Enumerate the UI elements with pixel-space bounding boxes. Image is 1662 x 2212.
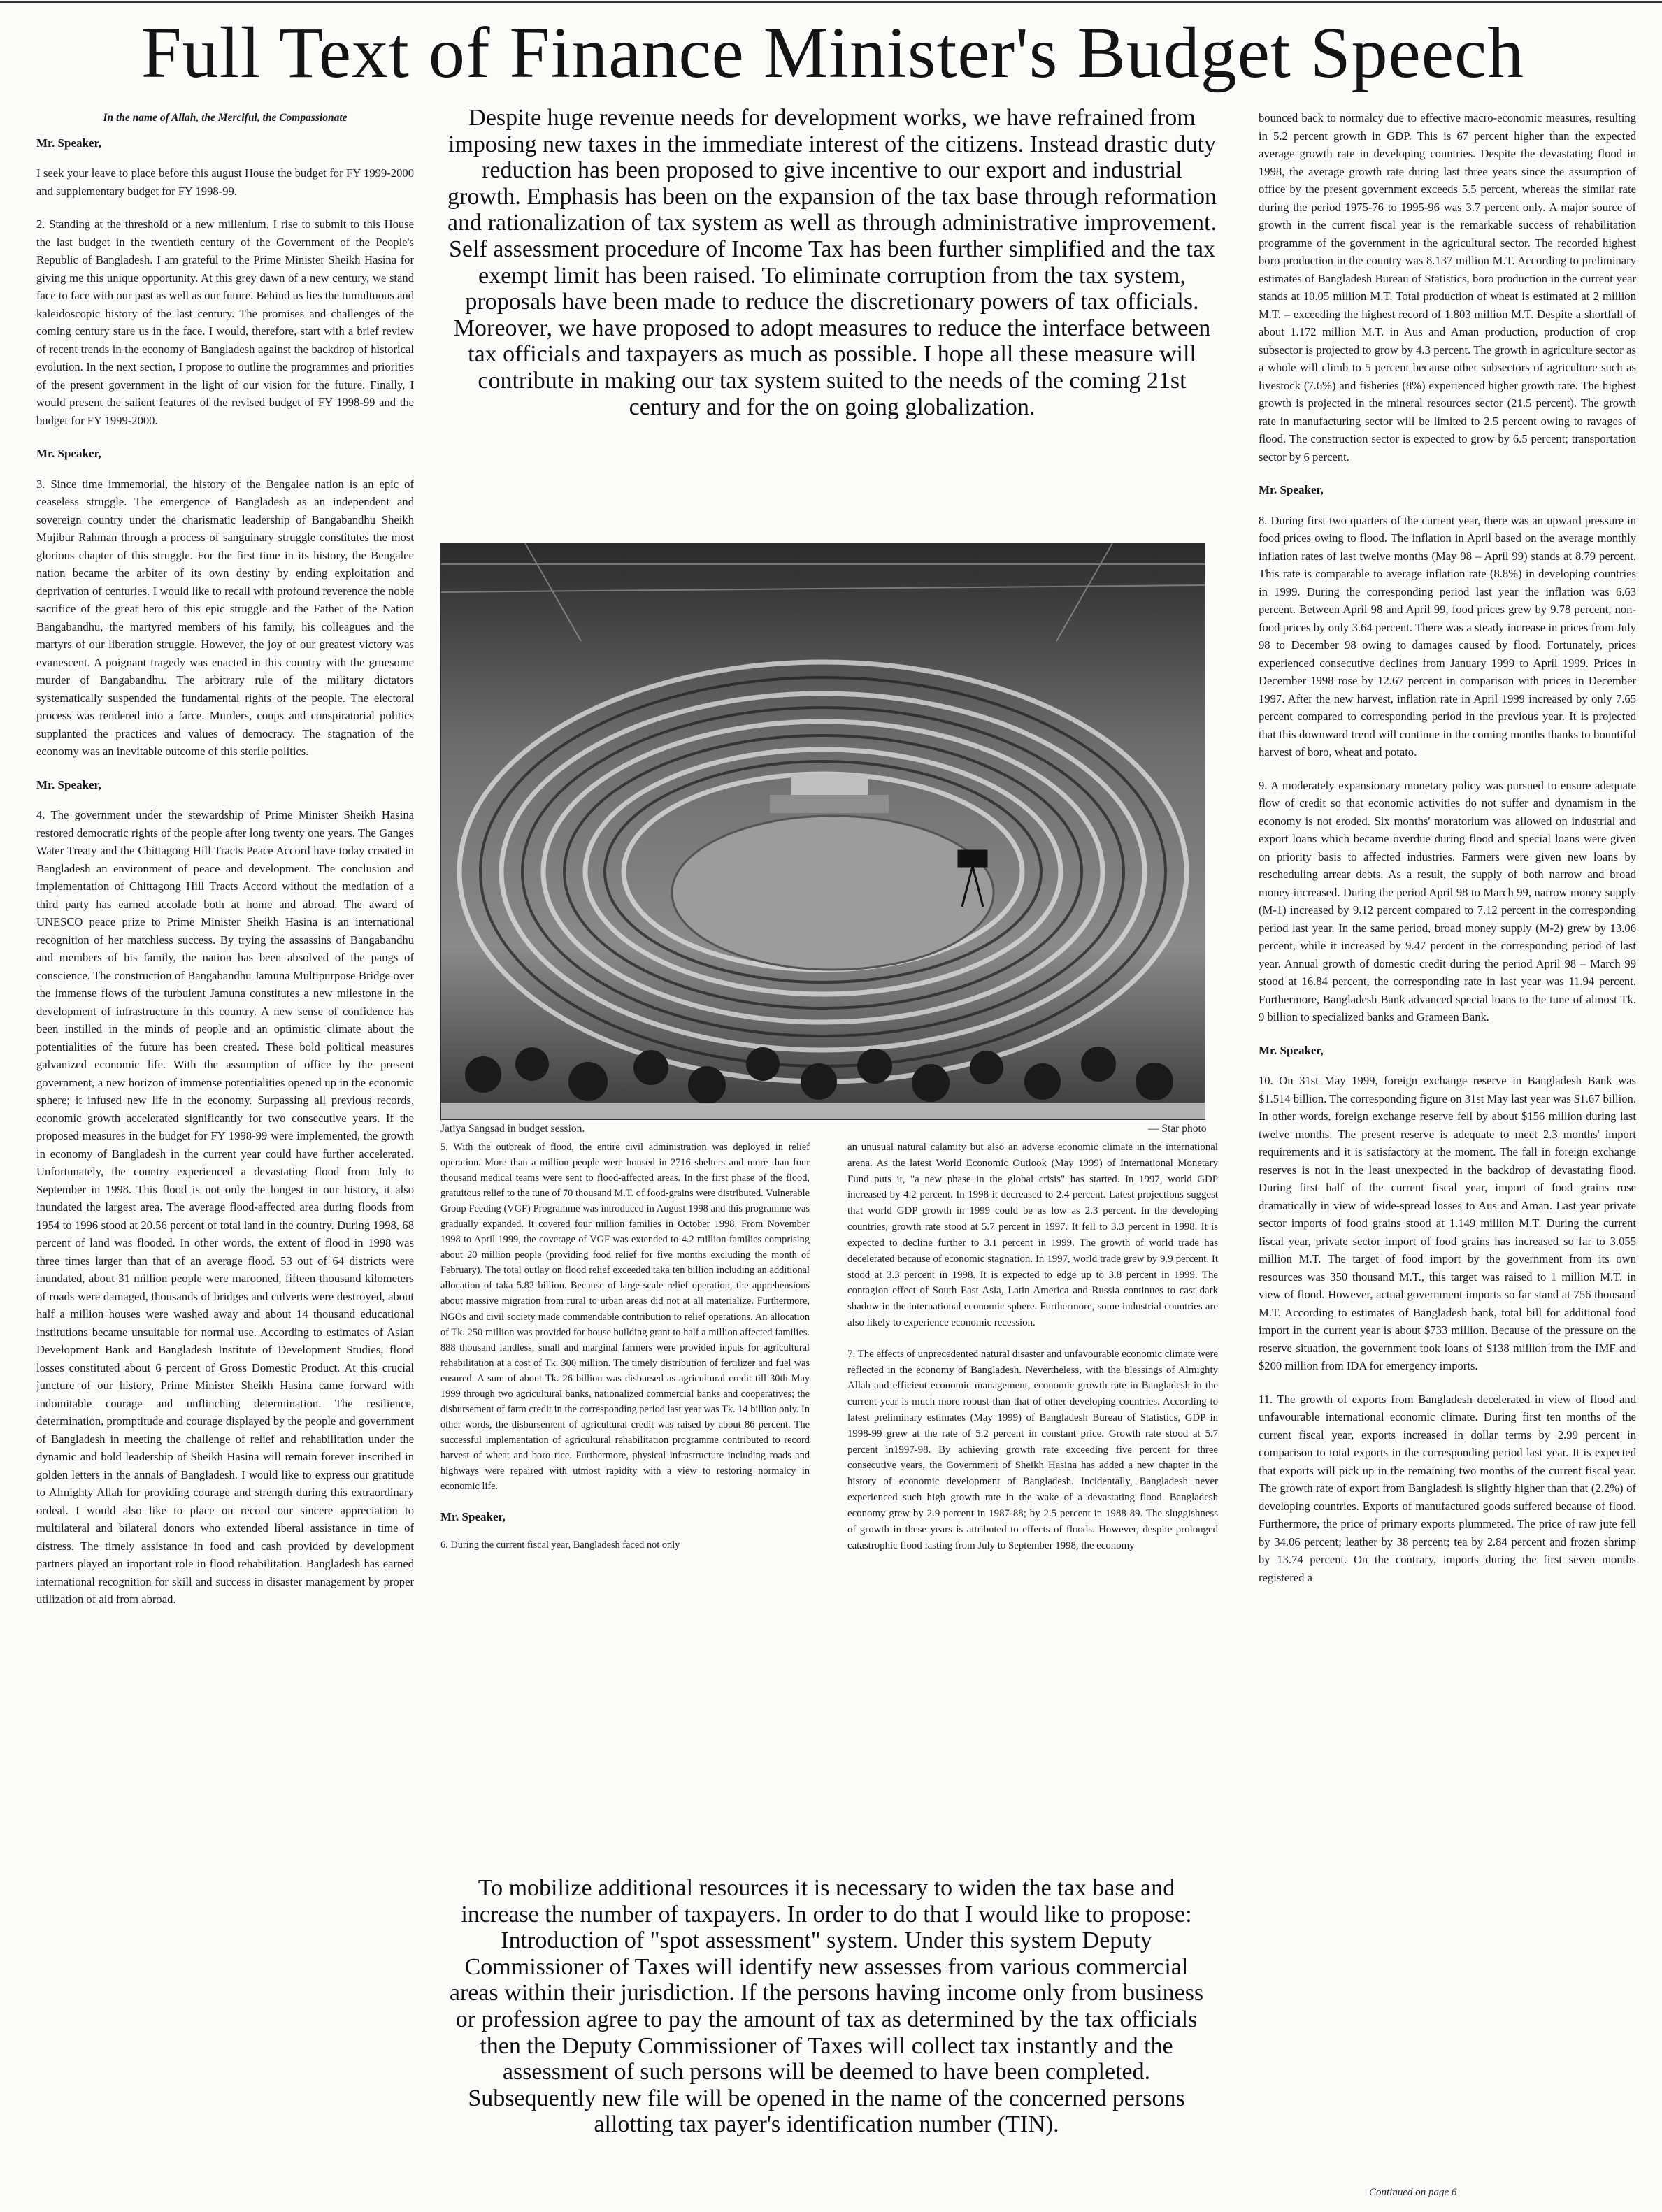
left-column: [36, 109, 414, 2206]
speaker-heading: Mr. Speaker,: [440, 1510, 506, 1524]
paragraph: 11. The growth of exports from Bangladesh decelerated in view of flood and unfavourable international economic climate. During first ten months of the current fiscal year, exports increased in dollar terms by 2.99 percent in comparison to total exports in the corresponding period last year. It is expected that exports will pick up in the remaining two months of the current fiscal year. The growth rate of export from Bangladesh is slightly higher than that (2.2%) of developing countries. Exports of manufactured goods suffered because of flood. Furthermore, the price of primary exports plummeted. The price of raw jute fell by 34.06 percent; leather by 38 percent; tea by 2.84 percent and frozen shrimp by 13.74 percent. On the contrary, imports during the first seven months registered a: [1259, 1392, 1636, 1584]
invocation: In the name of Allah, the Merciful, the Compassionate: [103, 112, 348, 124]
paragraph: 2. Standing at the threshold of a new millenium, I rise to submit to this House the last budget in the twentieth century of the Government of the People's Republic of Bangladesh. I am grateful to the Prime Minister Sheikh Hasina for giving me this unique opportunity. At this grey dawn of a new century, we stand face to face with our past as well as our future. Behind us lies the tumultuous and kaleidoscopic history of the last century. The promises and challenges of the coming century stare us in the face. I would, therefore, start with a brief review of recent trends in the economy of Bangladesh against the backdrop of historical evolution. In the next section, I propose to outline the programmes and priorities of the present government in the light of our vision for the future. Finally, I would present the salient features of the revised budget of FY 1998-99 and the budget for FY 1999-2000.: [36, 217, 414, 427]
speaker-heading: Mr. Speaker,: [1259, 483, 1324, 496]
photo-credit: — Star photo: [1148, 1123, 1207, 1135]
speaker-heading: Mr. Speaker,: [1259, 1043, 1324, 1057]
paragraph: bounced back to normalcy due to effective macro-economic measures, resulting in 5.2 percent growth in GDP. This is 67 percent higher than the expected average growth rate in developing countries. Despite the devastating flood in 1998, the average growth rate during last three years since the assumption of office by the present government exceeds 5.5 percent, whereas the similar rate during the period 1975-76 to 1995-96 was 3.7 percent only. A major source of growth in the current fiscal year is the remarkable success of rehabilitation programme of the government in the agricultural sector. The recorded highest boro production in the country was 8.137 million M.T. According to preliminary estimates of Bangladesh Bureau of Statistics, boro production in the current year stands at 10.05 million M.T. Total production of wheat is estimated at 2 million M.T. – exceeding the highest record of 1.803 million M.T. Despite a shortfall of about 1.172 million M.T. in Aus and Aman production, production of crop subsector is projected to grow by 4.3 percent. The growth in agriculture sector as a whole will climb to 5 percent because other subsectors of agriculture such as livestock (7.6%) and fisheries (8%) experienced higher growth rate. The highest growth is projected in the mineral resources sector (21.5 percent). The growth rate in manufacturing sector will be limited to 2.5 percent owing to ravages of flood. The construction sector is expected to grow by 6.5 percent; transportation sector by 6 percent.: [1259, 111, 1636, 464]
right-column: [1259, 109, 1636, 2185]
paragraph: 8. During first two quarters of the current year, there was an upward pressure in food prices owing to flood. The inflation in April based on the average monthly inflation rates of last twelve months (May 98 – April 99) stands at 8.79 percent. This rate is comparable to average inflation rate (8.8%) in developing countries in 1999. During the corresponding period last year the inflation was 6.63 percent. Between April 98 and April 99, food prices grew by 9.78 percent, non-food prices by only 3.64 percent. There was a steady increase in prices from July 98 to December 98 owing to damages caused by flood. Fortunately, prices experienced consecutive declines from January 1999 to April 1999. Prices in December 1998 rose by 12.67 percent in comparison with prices in December 1997. After the new harvest, inflation rate in April 1999 increased by only 7.65 percent compared to corresponding period in the previous year. It is projected that this downward trend will continue in the coming months thanks to bountiful harvest of boro, wheat and potato.: [1259, 513, 1636, 759]
continued-note: Continued on page 6: [1369, 2187, 1457, 2198]
paragraph: 9. A moderately expansionary monetary policy was pursued to ensure adequate flow of credit so that economic activities do not suffer and dynamism in the economy is not eroded. Six months' moratorium was allowed on industrial and export loans which became overdue during flood and special loans were given on priority basis to affected industries. Farmers were given new loans by rescheduling arrear debts. As a result, the supply of both narrow and broad money increased. During the period April 98 to March 99, narrow money supply (M-1) increased by 9.12 percent compared to 7.12 percent in the corresponding period last year. In the same period, broad money supply (M-2) grew by 13.06 percent, while it increased by 9.47 percent in the corresponding period of last year. Annual growth of domestic credit during the period April 98 – March 99 stood at 16.84 percent, the corresponding rate in last year was 11.94 percent. Furthermore, Bangladesh Bank advanced special loans to the tune of almost Tk. 9 billion to specialized banks and Grameen Bank.: [1259, 778, 1636, 1024]
page-headline: Full Text of Finance Minister's Budget Speech: [141, 13, 1525, 93]
top-rule: [0, 1, 1662, 3]
paragraph: an unusual natural calamity but also an adverse economic climate in the international arena. As the latest World Economic Outlook (May 1999) of International Monetary Fund puts it, "a new phase in the global crisis" has started. In 1997, world GDP increased by 4.2 percent. In 1998 it decreased to 2.4 percent. Latest projections suggest that world GDP growth in 1999 could be as low as 2.3 percent. In the developing countries, growth rate stood at 5.7 percent in 1997. It fell to 3.3 percent in 1998. It is expected to decline further to 3.1 percent in 1999. The growth of world trade has decelerated because of economic stagnation. In 1997, world trade grew by 9.9 percent. It stood at 3.3 percent in 1998. It is expected to edge up to 3.8 percent in 1999. The contagion effect of South East Asia, Latin America and Russia continues to cast dark shadow in the international economic sphere. Furthermore, some industrial countries are also likely to experience economic recession.: [847, 1142, 1218, 1328]
bottom-pullquote: To mobilize additional resources it is necessary to widen the tax base and increase the number of taxpayers. In order to do that I would like to propose: Introduction of "spot assessment" system. Under this system Deputy Commissioner of Taxes will identify new assesses from various commercial areas within their jurisdiction. If the persons having income only from business or profession agree to pay the amount of tax as determined by the tax officials then the Deputy Commissioner of Taxes will collect tax instantly and the assessment of such persons will be deemed to have been completed. Subsequently new file will be opened in the name of the concerned persons allotting tax payer's identification number (TIN).: [449, 1875, 1204, 2138]
paragraph: 7. The effects of unprecedented natural disaster and unfavourable economic climate were reflected in the economy of Bangladesh. Nevertheless, with the blessings of Almighty Allah and efficient economic management, economic growth rate in Bangladesh in the current year is much more robust than that of other developing countries. According to latest preliminary estimates (May 1999) of Bangladesh Bureau of Statistics, GDP in 1998-99 grew at the rate of 5.2 percent in constant price. Growth rate stood at 5.7 percent in1997-98. By achieving growth rate exceeding five percent for three consecutive years, the Government of Sheikh Hasina has added a new chapter in the history of economic development of Bangladesh. Incidentally, Bangladesh never experienced such high growth rate in the wake of a devastating flood. Bangladesh economy grew by 2.9 percent in 1987-88; by 2.5 percent in 1988-89. The sluggishness of growth in these years is attributed to effects of floods. However, despite prolonged catastrophic flood lasting from July to September 1998, the economy: [847, 1348, 1218, 1551]
speaker-heading: Mr. Speaker,: [36, 136, 101, 150]
parliament-chamber-image: [441, 543, 1205, 1119]
speaker-heading: Mr. Speaker,: [36, 447, 101, 460]
top-pullquote: Despite huge revenue needs for development works, we have refrained from imposing new taxes in the immediate interest of the citizens. Instead drastic duty reduction has been proposed to give incentive to our export and industrial growth. Emphasis has been on the expansion of the tax base through reformation and rationalization of tax system as well as through administrative improvement. Self assessment procedure of Income Tax has been further simplified and the tax exempt limit has been raised. To eliminate corruption from the tax system, proposals have been made to reduce the discretionary powers of tax officials. Moreover, we have proposed to adopt measures to reduce the interface between tax officials and taxpayers as much as possible. I hope all these measure will contribute in making our tax system suited to the needs of the coming 21st century and for the on going globalization.: [447, 105, 1217, 420]
mid-right-column: [847, 1140, 1218, 1573]
parliament-photo: [440, 543, 1205, 1120]
paragraph: 3. Since time immemorial, the history of the Bengalee nation is an epic of ceaseless struggle. The emergence of Bangladesh as an independent and sovereign country under the charismatic leadership of Bangabandhu Sheikh Mujibur Rahman through a process of sanguinary struggle constitutes the most glorious chapter of this struggle. For the first time in its history, the Bengalee nation became the arbiter of its own destiny by ending exploitation and deprivation of centuries. I would like to recall with profound reverence the noble sacrifice of the great hero of this epic struggle and the Father of the Nation Bangabandhu, the martyred members of his family, his colleagues and the martyrs of our liberation struggle. However, the joy of our greatest victory was evanescent. A poignant tragedy was enacted in this country with the gruesome murder of Bangabandhu. The arbitrary rule of the military dictators systematically suspended the fundamental rights of the people. The electoral process was rendered into a farce. Murders, coups and conspiratorial politics supplanted the practices and values of democracy. The stagnation of the economy was an inevitable outcome of this sterile politics.: [36, 477, 414, 758]
paragraph: I seek your leave to place before this august House the budget for FY 1999-2000 and supplementary budget for FY 1998-99.: [36, 166, 414, 198]
photo-caption: Jatiya Sangsad in budget session.: [440, 1123, 585, 1135]
paragraph: 4. The government under the stewardship of Prime Minister Sheikh Hasina restored democratic rights of the people after long twenty one years. The Ganges Water Treaty and the Chittagong Hill Tracts Peace Accord have today created in Bangladesh an environment of peace and development. The conclusion and implementation of Chittagong Hill Tracts Accord without the mediation of a third party has earned accolade both at home and abroad. The award of UNESCO peace prize to Prime Minister Sheikh Hasina is an international recognition of her matchless success. By trying the assassins of Bangabandhu and members of his family, the nation has been absolved of the pangs of conscience. The construction of Bangabandhu Jamuna Multipurpose Bridge over the immense flows of the turbulent Jamuna constitutes a new milestone in the development of infrastructure in this country. A new sense of confidence has been instilled in the minds of people and an optimistic climate about the potentialities of the future has been created. These bold political measures galvanized economic life. With the assumption of office by the present government, a new horizon of immense potentialities opened up in the economic sphere; it infused new life in the economy. Surpassing all previous records, economic growth accelerated significantly for two consecutive years. If the proposed measures in the budget for FY 1998-99 were implemented, the growth in economy of Bangladesh in the current year could have further accelerated. Unfortunately, the country experienced a devastating flood from July to September in 1998. This flood is not only the longest in our history, it also inundated the largest area. The average flood-affected area during floods from 1954 to 1996 stood at 20.56 percent of total land in the country. During 1998, 68 percent of land was flooded. In other words, the extent of flood in 1998 was three times larger than that of an average flood. 53 out of 64 districts were inundated, about 31 million people were marooned, fifteen thousand kilometers of roads were damaged, thousands of bridges and culverts were destroyed, about half a million houses were washed away and about 14 thousand educational institutions became unsuitable for normal use. According to estimates of Asian Development Bank and Bangladesh Institute of Development Studies, flood losses constituted about 6 percent of Gross Domestic Product. At this crucial juncture of our history, Prime Minister Sheikh Hasina came forward with indomitable courage and unflinching determination. The resilience, determination, promptitude and courage displayed by the people and government of Bangladesh in meeting the challenge of relief and rehabilitation under the dynamic and bold leadership of Sheikh Hasina will remain forever inscribed in golden letters in the annals of Bangladesh. I would like to express our gratitude to Almighty Allah for providing courage and strength during this extraordinary ordeal. I would also like to place on record our sincere appreciation to multilateral and bilateral donors who extended liberal assistance in time of distress. The timely assistance in food and cash provided by development partners played an important role in flood rehabilitation. Bangladesh has earned international recognition for skill and success in disaster management by proper utilization of aid from abroad.: [36, 808, 414, 1606]
mid-left-column: [440, 1140, 810, 1573]
paragraph: 10. On 31st May 1999, foreign exchange reserve in Bangladesh Bank was $1.514 billion. The corresponding figure on 31st May last year was $1.67 billion. In other words, foreign exchange reserve fell by about $156 million during last twelve months. The present reserve is adequate to meet 2.3 months' import requirements and it is satisfactory at the moment. The fall in foreign exchange reserves is not in the least unexpected in the backdrop of devastating flood. During first half of the current fiscal year, import of food grains rose dramatically in view of wide-spread losses to Aus and Aman. Last year private sector imports of food grains stood at 1.149 million M.T. During the current fiscal year, private sector import of food grains has increased so far to 3.055 million M.T. The target of food import by the government from its own resources was 350 thousand M.T., this target was raised to 1 million M.T. in view of flood. However, actual government imports so far stand at 756 thousand M.T. According to estimates of Bangladesh bank, total bill for additional food import in the current year is about $733 million. Because of the pressure on the reserve situation, the government took loans of $138 million from the IMF and $200 million from IDA for emergency imports.: [1259, 1074, 1636, 1372]
speaker-heading: Mr. Speaker,: [36, 777, 101, 791]
paragraph: 6. During the current fiscal year, Bangladesh faced not only: [440, 1539, 680, 1551]
paragraph: 5. With the outbreak of flood, the entire civil administration was deployed in relief operation. More than a million people were housed in 2716 shelters and more than four thousand medical teams were sent to flood-affected areas. In the first phase of the flood, gratuitous relief to the tune of 70 thousand M.T. of food-grains were distributed. Vulnerable Group Feeding (VGF) Programme was introduced in August 1998 and this programme was gradually expanded. It covered four million families in October 1998. From November 1998 to April 1999, the coverage of VGF was extended to 4.2 million families comprising about 20 million people (providing food relief for five months excluding the month of February). The total outlay on flood relief exceeded taka ten billion including an additional allocation of taka 5.82 billion. Because of large-scale relief operation, the apprehensions about massive migration from rural to urban areas did not at all materialize. Furthermore, NGOs and civil society made commendable contribution to relief operations. An allocation of Tk. 250 million was provided for house building grant to half a million affected families. 888 thousand landless, small and marginal farmers were provided inputs for agricultural rehabilitation at a cost of Tk. 300 million. The timely distribution of fertilizer and fuel was ensured. A sum of about Tk. 26 billion was disbursed as agricultural credit till 30th May 1999 through two agricultural banks, nationalized commercial banks and cooperatives; the disbursement of farm credit in the corresponding period last year was Tk. 14 billion only. In other words, the disbursement of agricultural credit was raised by about 86 percent. The successful implementation of agricultural rehabilitation programme contributed to record harvest of wheat and boro rice. Furthermore, physical infrastructure including roads and highways were repaired with utmost rapidity with a view to restoring normalcy in economic life.: [440, 1142, 810, 1493]
